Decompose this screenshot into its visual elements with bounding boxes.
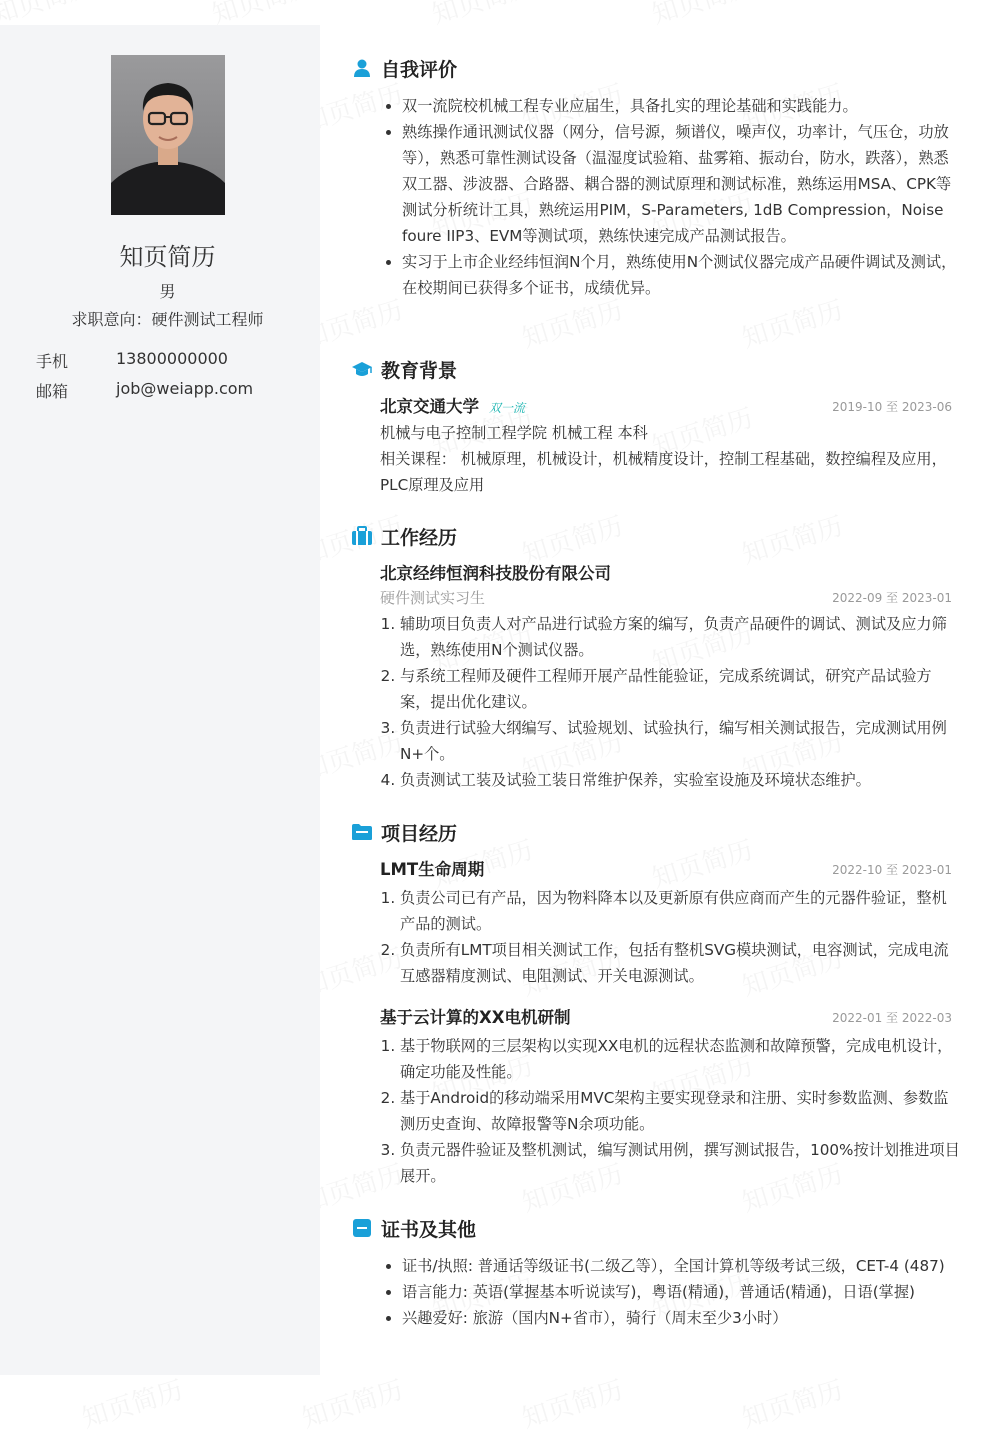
list-item: • 实习于上市企业经纬恒润N个月，熟练使用N个测试仪器完成产品硬件调试及测试，在校期间已获得多个证书，成绩优异。 xyxy=(402,249,960,301)
phone-label: 手机 xyxy=(36,352,69,371)
project-date: 2022-01 至 2022-03 xyxy=(832,1011,952,1025)
education-courses: 相关课程： 机械原理，机械设计，机械精度设计，控制工程基础，数控编程及应用，PLC原理及应用 xyxy=(380,450,947,494)
section-certificates xyxy=(350,1213,960,1331)
watermark-text xyxy=(77,1370,187,1435)
folder-icon xyxy=(350,820,374,844)
user-icon xyxy=(350,56,374,80)
job-intent: 求职意向：硬件测试工程师 xyxy=(71,310,264,329)
watermark-text xyxy=(737,1370,847,1435)
project-name: 基于云计算的XX电机研制 xyxy=(380,1008,571,1027)
candidate-name: 知页简历 xyxy=(119,243,216,271)
phone-value: 13800000000 xyxy=(116,349,228,368)
section-self-eval xyxy=(350,53,960,301)
job-role: 硬件测试实习生 xyxy=(380,589,486,607)
list-item: 3. 负责元器件验证及整机测试，编写测试用例，撰写测试报告，100%按计划推进项目展开。 xyxy=(400,1137,960,1189)
section-title: 证书及其他 xyxy=(381,1218,477,1241)
certificate-icon xyxy=(350,1216,374,1240)
company-name: 北京经纬恒润科技股份有限公司 xyxy=(380,564,611,583)
list-item: 1. 辅助项目负责人对产品进行试验方案的编写，负责产品硬件的调试、测试及应力筛选，熟练使用N个测试仪器。 xyxy=(400,611,960,663)
education-date: 2019-10 至 2023-06 xyxy=(832,400,952,414)
section-title: 工作经历 xyxy=(381,526,458,549)
watermark-text xyxy=(647,0,757,31)
list-item: • 语言能力: 英语(掌握基本听说读写)，粤语(精通)，普通话(精通)，日语(掌握) xyxy=(402,1279,960,1305)
work-date: 2022-09 至 2023-01 xyxy=(832,591,952,605)
section-title: 教育背景 xyxy=(381,359,458,382)
list-item: 1. 基于物联网的三层架构以实现XX电机的远程状态监测和故障预警，完成电机设计，确定功能及性能。 xyxy=(400,1033,960,1085)
list-item: 4. 负责测试工装及试验工装日常维护保养，实验室设施及环境状态维护。 xyxy=(400,767,960,793)
list-item: • 熟练操作通讯测试仪器（网分，信号源，频谱仪，噪声仪，功率计，气压仓，功放等），熟悉可靠性测试设备（温湿度试验箱、盐雾箱、振动台，防水，跌落），熟悉双工器、涉波器、合路器、耦合器的测试原理和测试标准，熟练运用MSA、CPK等测试分析统计工具，熟统运用PIM，S-Parameters, 1dB Compression，Noise foure IIP3、EVM等测试项，熟练快速完成产品测试报告。 xyxy=(402,119,960,249)
list-item: 2. 基于Android的移动端采用MVC架构主要实现登录和注册、实时参数监测、参数监测历史查询、故障报警等N余项功能。 xyxy=(400,1085,960,1137)
school-tag: 双一流 xyxy=(489,401,526,415)
section-projects xyxy=(350,817,960,1189)
project-date: 2022-10 至 2023-01 xyxy=(832,863,952,877)
education-major: 机械与电子控制工程学院 机械工程 本科 xyxy=(380,424,648,442)
list-item: 2. 负责所有LMT项目相关测试工作，包括有整机SVG模块测试，电容测试，完成电流互感器精度测试、电阻测试、开关电源测试。 xyxy=(400,937,960,989)
email-value[interactable]: job@weiapp.com xyxy=(116,379,254,398)
list-item: 3. 负责进行试验大纲编写、试验规划、试验执行，编写相关测试报告，完成测试用例N+个。 xyxy=(400,715,960,767)
sidebar xyxy=(0,25,320,1375)
graduation-cap-icon xyxy=(350,357,374,381)
watermark-text xyxy=(517,1370,627,1435)
gender: 男 xyxy=(159,282,176,301)
list-item: • 兴趣爱好: 旅游（国内N+省市），骑行（周末至少3小时） xyxy=(402,1305,960,1331)
list-item: 1. 负责公司已有产品，因为物料降本以及更新原有供应商而产生的元器件验证，整机产品的测试。 xyxy=(400,885,960,937)
avatar-photo xyxy=(111,55,225,215)
email-label: 邮箱 xyxy=(36,382,69,401)
section-title: 自我评价 xyxy=(381,58,458,81)
section-education xyxy=(350,354,960,498)
section-work xyxy=(350,521,960,793)
section-title: 项目经历 xyxy=(381,822,458,845)
watermark-text xyxy=(427,0,537,31)
watermark-text xyxy=(297,1370,407,1435)
project-name: LMT生命周期 xyxy=(380,860,485,879)
list-item: • 双一流院校机械工程专业应届生，具备扎实的理论基础和实践能力。 xyxy=(402,93,960,119)
school-name: 北京交通大学 xyxy=(380,397,479,416)
briefcase-icon xyxy=(350,524,374,548)
list-item: 2. 与系统工程师及硬件工程师开展产品性能验证，完成系统调试，研究产品试验方案，提出优化建议。 xyxy=(400,663,960,715)
list-item: • 证书/执照: 普通话等级证书(二级乙等），全国计算机等级考试三级，CET-4 (487) xyxy=(402,1253,960,1279)
